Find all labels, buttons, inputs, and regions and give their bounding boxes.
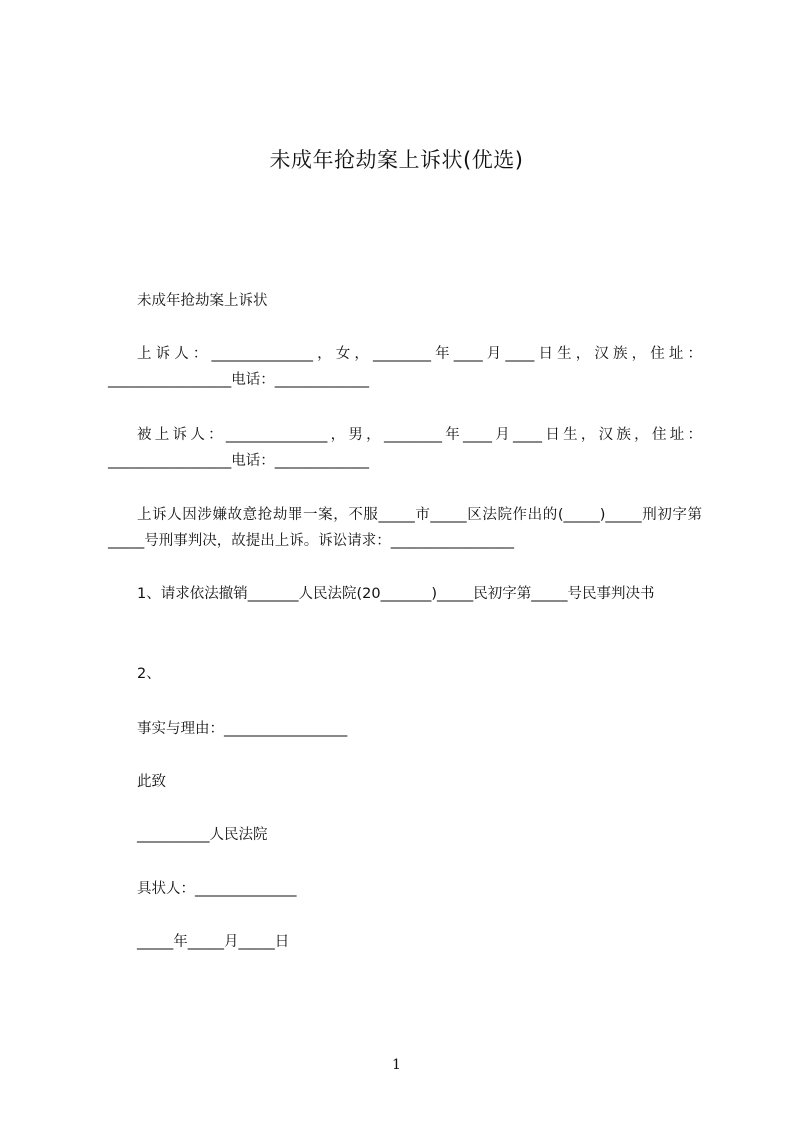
date-line: _____年_____月_____日 <box>137 934 290 950</box>
case-statement: 上诉人因涉嫌故意抢劫罪一案，不服_____市_____区法院作出的(_____)_____刑初字第_____号刑事判决，故提出上诉。诉讼请求：_________________ <box>108 507 702 549</box>
document-title: 未成年抢劫案上诉状(优选) <box>269 148 524 172</box>
subtitle: 未成年抢劫案上诉状 <box>137 293 268 309</box>
request-item-2: 2、 <box>137 666 161 682</box>
appellant-info: 上诉人：______________，女，________年____月____日生，汉族，住址：_________________电话：_____________ <box>108 346 702 388</box>
request-item-1: 1、请求依法撤销_______人民法院(20_______)_____民初字第_____号民事判决书 <box>137 586 655 602</box>
facts-and-reasons: 事实与理由：_________________ <box>137 721 348 737</box>
page-number: 1 <box>392 1057 401 1073</box>
closing-salutation: 此致 <box>137 774 166 790</box>
respondent-info: 被上诉人：______________，男，________年____月____日生，汉族，住址：_________________电话：_____________ <box>108 427 702 469</box>
court-name: __________人民法院 <box>137 827 268 843</box>
signer-line: 具状人：______________ <box>137 881 297 897</box>
